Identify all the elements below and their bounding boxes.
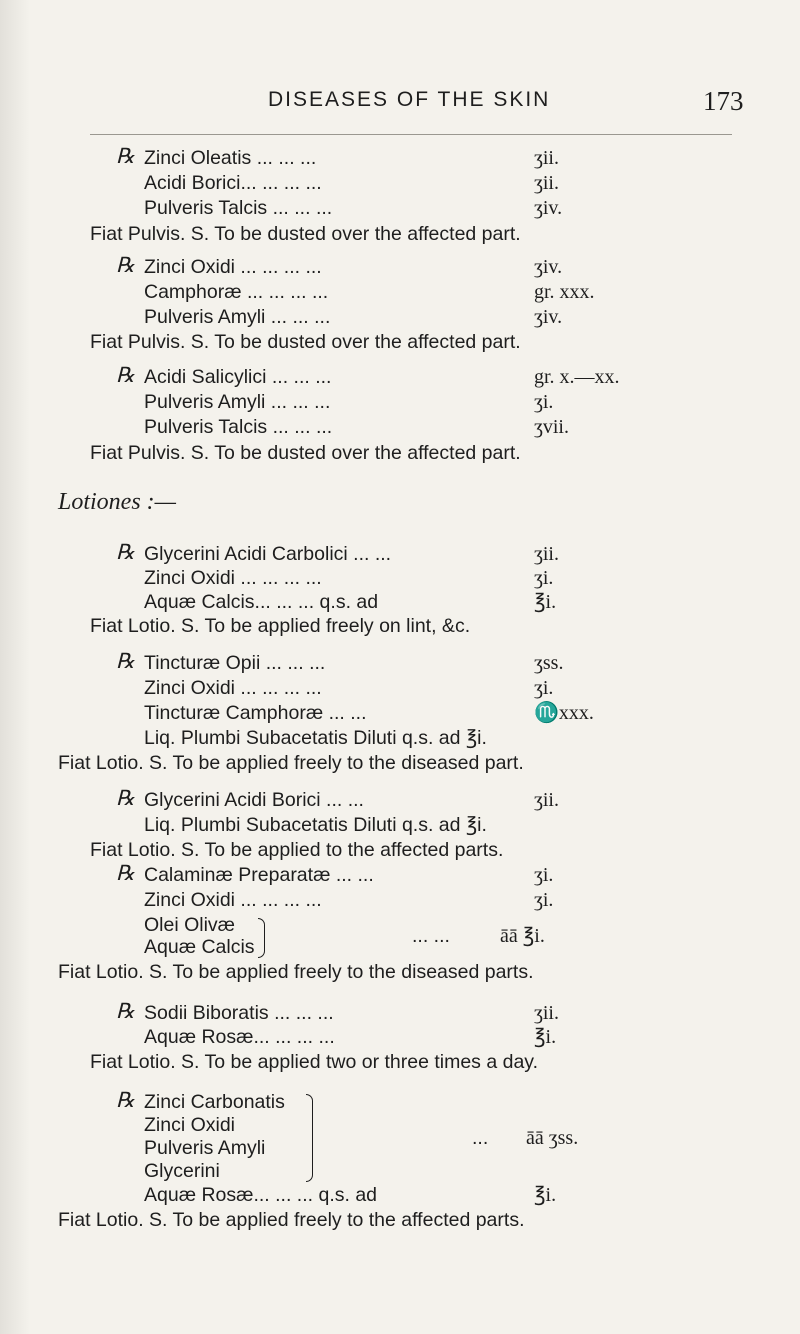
fiat-instruction: Fiat Lotio. S. To be applied to the affected parts.	[90, 839, 504, 861]
recipe-quantity: ʒi.	[534, 864, 554, 886]
page-number: 173	[703, 86, 744, 116]
group-brace	[258, 918, 265, 958]
rx-symbol: ℞	[116, 786, 135, 810]
recipe-line: Sodii Biboratis ... ... ...	[144, 1002, 334, 1024]
recipe-quantity: gr. x.—xx.	[534, 366, 620, 388]
recipe-quantity: āā ℥i.	[500, 925, 545, 947]
recipe-quantity: ʒii.	[534, 147, 559, 169]
recipe-line: Pulveris Amyli ... ... ...	[144, 391, 331, 413]
section-heading: Lotiones :—	[58, 489, 177, 515]
recipe-quantity: ʒiv.	[534, 306, 563, 328]
recipe-line: Olei Olivæ	[144, 914, 236, 936]
recipe-quantity: ʒii.	[534, 1002, 559, 1024]
recipe-quantity: ʒvii.	[534, 416, 569, 438]
recipe-dots: ...	[472, 1127, 489, 1149]
recipe-line: Tincturæ Opii ... ... ...	[144, 652, 326, 674]
fiat-instruction: Fiat Lotio. S. To be applied freely to the diseased parts.	[58, 961, 534, 983]
recipe-line: Zinci Oxidi	[144, 1114, 236, 1136]
recipe-line: Aquæ Rosæ... ... ... q.s. ad	[144, 1184, 378, 1206]
fiat-instruction: Fiat Pulvis. S. To be dusted over the affected part.	[90, 331, 521, 353]
recipe-line: Liq. Plumbi Subacetatis Diluti q.s. ad ℥i.	[144, 727, 487, 749]
fiat-instruction: Fiat Lotio. S. To be applied freely on lint, &c.	[90, 615, 471, 637]
recipe-quantity: ʒi.	[534, 391, 554, 413]
recipe-quantity: ʒi.	[534, 567, 554, 589]
rx-symbol: ℞	[116, 253, 135, 277]
fiat-instruction: Fiat Pulvis. S. To be dusted over the affected part.	[90, 223, 521, 245]
rx-symbol: ℞	[116, 540, 135, 564]
recipe-line: Pulveris Amyli	[144, 1137, 266, 1159]
recipe-line: Aquæ Calcis... ... ... q.s. ad	[144, 591, 379, 613]
running-head	[0, 88, 800, 118]
recipe-quantity: gr. xxx.	[534, 281, 595, 303]
recipe-quantity: ʒii.	[534, 789, 559, 811]
recipe-line: Glycerini Acidi Borici ... ...	[144, 789, 364, 811]
recipe-line: Zinci Oxidi ... ... ... ...	[144, 889, 322, 911]
recipe-line: Glycerini Acidi Carbolici ... ...	[144, 543, 392, 565]
rx-symbol: ℞	[116, 861, 135, 885]
recipe-line: Acidi Borici... ... ... ...	[144, 172, 322, 194]
recipe-line: Calaminæ Preparatæ ... ...	[144, 864, 374, 886]
recipe-line: Tincturæ Camphoræ ... ...	[144, 702, 367, 724]
recipe-quantity: ℥i.	[534, 1184, 557, 1206]
recipe-line: Zinci Carbonatis	[144, 1091, 285, 1113]
recipe-line: Glycerini	[144, 1160, 220, 1182]
recipe-quantity: ʒiv.	[534, 256, 563, 278]
group-brace	[306, 1094, 313, 1182]
recipe-line: Zinci Oxidi ... ... ... ...	[144, 677, 322, 699]
fiat-instruction: Fiat Lotio. S. To be applied two or three times a day.	[90, 1051, 539, 1073]
fiat-instruction: Fiat Lotio. S. To be applied freely to the affected parts.	[58, 1209, 525, 1231]
recipe-line: Camphoræ ... ... ... ...	[144, 281, 329, 303]
rx-symbol: ℞	[116, 1088, 135, 1112]
recipe-quantity: ʒii.	[534, 543, 559, 565]
fiat-instruction: Fiat Pulvis. S. To be dusted over the affected part.	[90, 442, 521, 464]
rx-symbol: ℞	[116, 649, 135, 673]
recipe-line: Pulveris Talcis ... ... ...	[144, 197, 333, 219]
recipe-line: Zinci Oleatis ... ... ...	[144, 147, 317, 169]
rx-symbol: ℞	[116, 363, 135, 387]
recipe-line: Zinci Oxidi ... ... ... ...	[144, 567, 322, 589]
recipe-quantity: āā ʒss.	[526, 1127, 579, 1149]
recipe-line: Aquæ Rosæ... ... ... ...	[144, 1026, 335, 1048]
recipe-line: Acidi Salicylici ... ... ...	[144, 366, 332, 388]
rx-symbol: ℞	[116, 999, 135, 1023]
recipe-quantity: ʒss.	[534, 652, 564, 674]
recipe-dots: ... ...	[412, 925, 450, 947]
recipe-line: Pulveris Amyli ... ... ...	[144, 306, 331, 328]
recipe-line: Aquæ Calcis	[144, 936, 255, 958]
page-edge-shadow	[0, 0, 30, 1334]
running-title: DISEASES OF THE SKIN	[268, 88, 551, 111]
fiat-instruction: Fiat Lotio. S. To be applied freely to the diseased part.	[58, 752, 524, 774]
recipe-quantity: ℥i.	[534, 591, 557, 613]
recipe-quantity: ʒiv.	[534, 197, 563, 219]
recipe-quantity: ♏xxx.	[534, 702, 594, 724]
rx-symbol: ℞	[116, 144, 135, 168]
recipe-line: Liq. Plumbi Subacetatis Diluti q.s. ad ℥i.	[144, 814, 487, 836]
recipe-quantity: ʒi.	[534, 889, 554, 911]
recipe-quantity: ʒi.	[534, 677, 554, 699]
header-rule	[90, 134, 732, 135]
recipe-quantity: ℥i.	[534, 1026, 557, 1048]
recipe-quantity: ʒii.	[534, 172, 559, 194]
recipe-line: Pulveris Talcis ... ... ...	[144, 416, 333, 438]
recipe-line: Zinci Oxidi ... ... ... ...	[144, 256, 322, 278]
